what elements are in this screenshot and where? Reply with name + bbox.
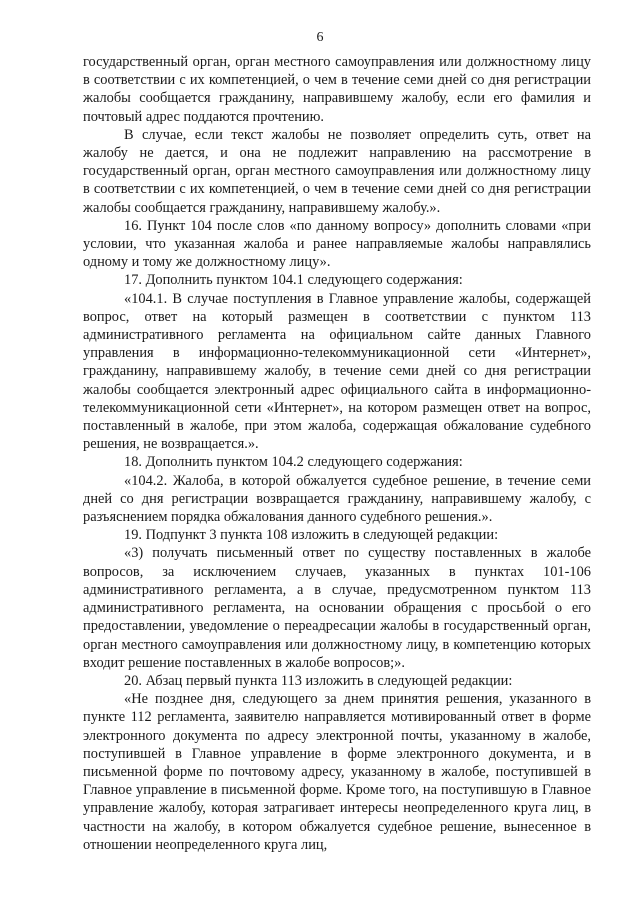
paragraph: В случае, если текст жалобы не позволяет определить суть, ответ на жалобу не дается, и она не подлежит направлению на рассмотрение в государственный орган, орган местного самоуправления или должностному лицу в соответствии с их компетенцией, о чем в течение семи дней со дня регистрации жалобы сообщается гражданину, направившему жалобу.». [83, 126, 591, 216]
paragraph-quote-113: «Не позднее дня, следующего за днем принятия решения, указанного в пункте 112 регламента, заявителю направляется мотивированный ответ в форме электронного документа по адресу электронной почты, указанному в жалобе, поступившей в Главное управление в форме электронного документа, и в письменной форме по почтовому адресу, указанному в жалобе, поступившей в Главное управление в письменной форме. Кроме того, на поступившую в Главное управление жалобу, которая затрагивает интересы неопределенного круга лиц, в частности на жалобу, в котором обжалуется судебное решение, вынесенное в отношении неопределенного круга лиц, [83, 691, 591, 853]
page-number: 6 [316, 30, 324, 45]
paragraph-continuation: государственный орган, орган местного самоуправления или должностному лицу в соответствии с их компетенцией, о чем в течение семи дней со дня регистрации жалобы сообщается гражданину, направившему жалобу, если его фамилия и почтовый адрес поддаются прочтению. [83, 54, 591, 125]
paragraph-item-19: 19. Подпункт 3 пункта 108 изложить в следующей редакции: [124, 527, 499, 544]
paragraph-quote-subitem-3: «3) получать письменный ответ по существу поставленных в жалобе вопросов, за исключением случаев, указанных в пунктах 101-106 административного регламента, а в случае, предусмотренном пунктом 113 административного регламента, на основании обращения с просьбой о его предоставлении, уведомление о переадресации жалобы в государственный орган, орган местного самоуправления или должностному лицу, в компетенцию которых входит решение поставленных в жалобе вопросов;». [83, 545, 591, 671]
paragraph-quote-104-1: «104.1. В случае поступления в Главное управление жалобы, содержащей вопрос, ответ на который размещен в соответствии с пунктом 113 административного регламента на официальном сайте данных Главного управления в информационно-телекоммуникационной сети «Интернет», гражданину, направившему жалобу, в течение семи дней со дня регистрации жалобы сообщается электронный адрес официального сайта в информационно-телекоммуникационной сети «Интернет», на котором размещен ответ на вопрос, поставленный в жалобе, при этом жалоба, содержащая обжалование судебного решения, не возвращается.». [83, 290, 591, 453]
document-body [83, 53, 591, 854]
paragraph-quote-104-2: «104.2. Жалоба, в которой обжалуется судебное решение, в течение семи дней со дня регистрации возвращается гражданину, направившему жалобу, с разъяснением порядка обжалования данного судебного решения.». [83, 472, 591, 526]
paragraph-item-17: 17. Дополнить пунктом 104.1 следующего содержания: [124, 272, 463, 289]
paragraph-item-18: 18. Дополнить пунктом 104.2 следующего содержания: [124, 454, 463, 471]
paragraph-item-20: 20. Абзац первый пункта 113 изложить в следующей редакции: [124, 672, 513, 689]
paragraph-item-16: 16. Пункт 104 после слов «по данному вопросу» дополнить словами «при условии, что указанная жалоба и ранее направляемые жалобы направлялись одному и тому же должностному лицу». [83, 217, 591, 271]
